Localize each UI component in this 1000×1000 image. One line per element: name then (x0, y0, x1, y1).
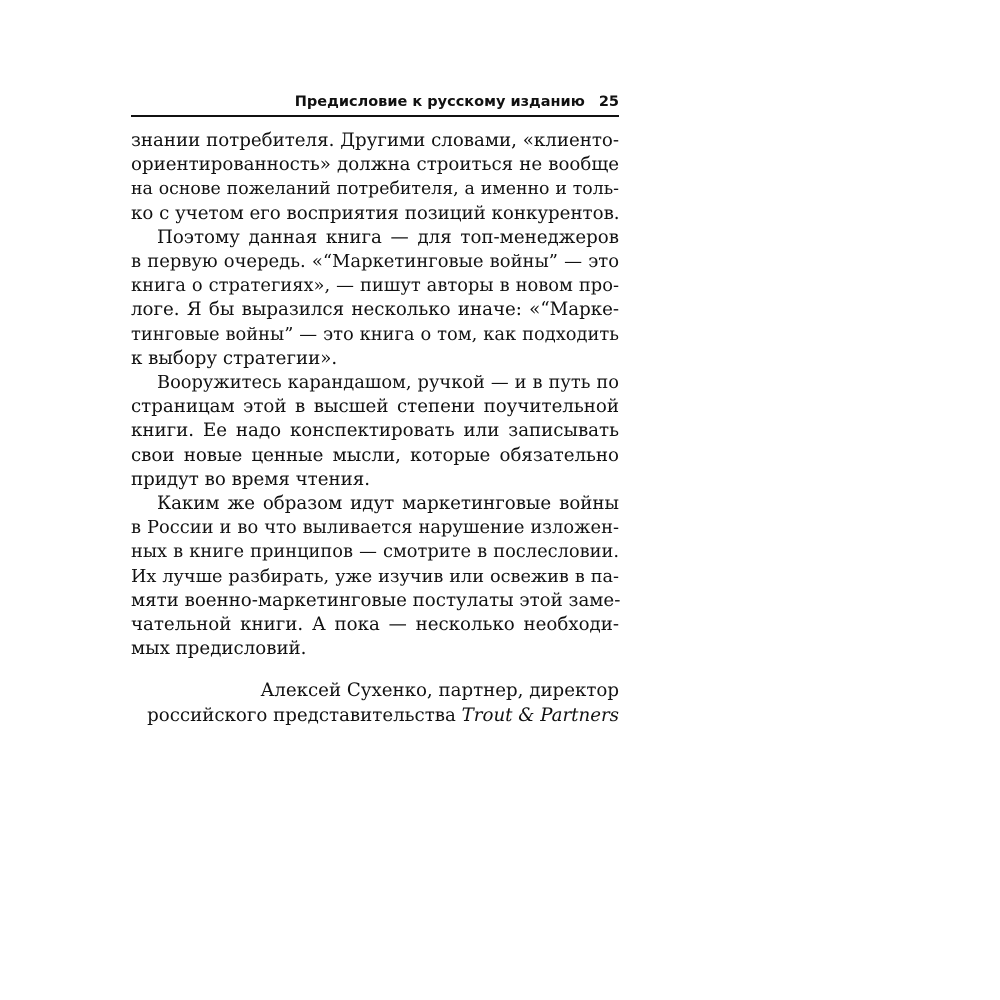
paragraph (131, 492, 619, 661)
signature-line (131, 703, 619, 728)
signature (131, 678, 619, 728)
page-number: 25 (598, 94, 619, 110)
text-line: Вооружитесь карандашом, ручкой — и в путь по (157, 372, 619, 394)
paragraph (131, 129, 619, 226)
signature-line: Алексей Сухенко, партнер, директор (260, 680, 619, 702)
text-line: ориентированность» должна строиться не вообще (131, 154, 619, 176)
paragraph (131, 226, 619, 371)
paragraph (131, 371, 619, 492)
text-line: к выбору стратегии». (131, 347, 338, 369)
text-line: Каким же образом идут маркетинговые войны (157, 493, 619, 515)
text-line: мых предисловий. (131, 638, 307, 660)
text-line: Их лучше разбирать, уже изучив или освежив в па- (131, 566, 619, 587)
text-line: ных в книге принципов — смотрите в послесловии. (131, 541, 619, 563)
text-line: чательной книги. А пока — несколько необходи- (131, 614, 619, 636)
signature-affiliation: российского представительства (147, 705, 462, 727)
text-line: свои новые ценные мысли, которые обязательно (131, 444, 619, 466)
running-header (131, 92, 619, 117)
text-line: книги. Ее надо конспектировать или записывать (131, 420, 619, 442)
text-line: знании потребителя. Другими словами, «клиенто- (131, 130, 619, 151)
text-line: придут во время чтения. (131, 468, 370, 490)
body-text (131, 129, 619, 661)
text-line: тинговые войны” — это книга о том, как подходить (131, 323, 619, 345)
text-line: в России и во что выливается нарушение изложен- (131, 517, 619, 539)
text-line: Поэтому данная книга — для топ-менеджеров (157, 226, 619, 248)
company-name: Trout & Partners (461, 705, 619, 727)
book-page (131, 92, 619, 728)
text-line: ко с учетом его восприятия позиций конкурентов. (131, 202, 620, 224)
text-line: мяти военно-маркетинговые постулаты этой заме- (131, 589, 621, 611)
text-line: страницам этой в высшей степени поучительной (131, 396, 619, 418)
text-line: в первую очередь. «“Маркетинговые войны” — это (131, 251, 619, 273)
text-line: на основе пожеланий потребителя, а именно и толь- (131, 179, 619, 200)
text-line: логе. Я бы выразился несколько иначе: «“Марке- (131, 299, 619, 321)
chapter-title: Предисловие к русскому изданию (294, 94, 585, 110)
text-line: книга о стратегиях», — пишут авторы в новом про- (131, 275, 619, 297)
